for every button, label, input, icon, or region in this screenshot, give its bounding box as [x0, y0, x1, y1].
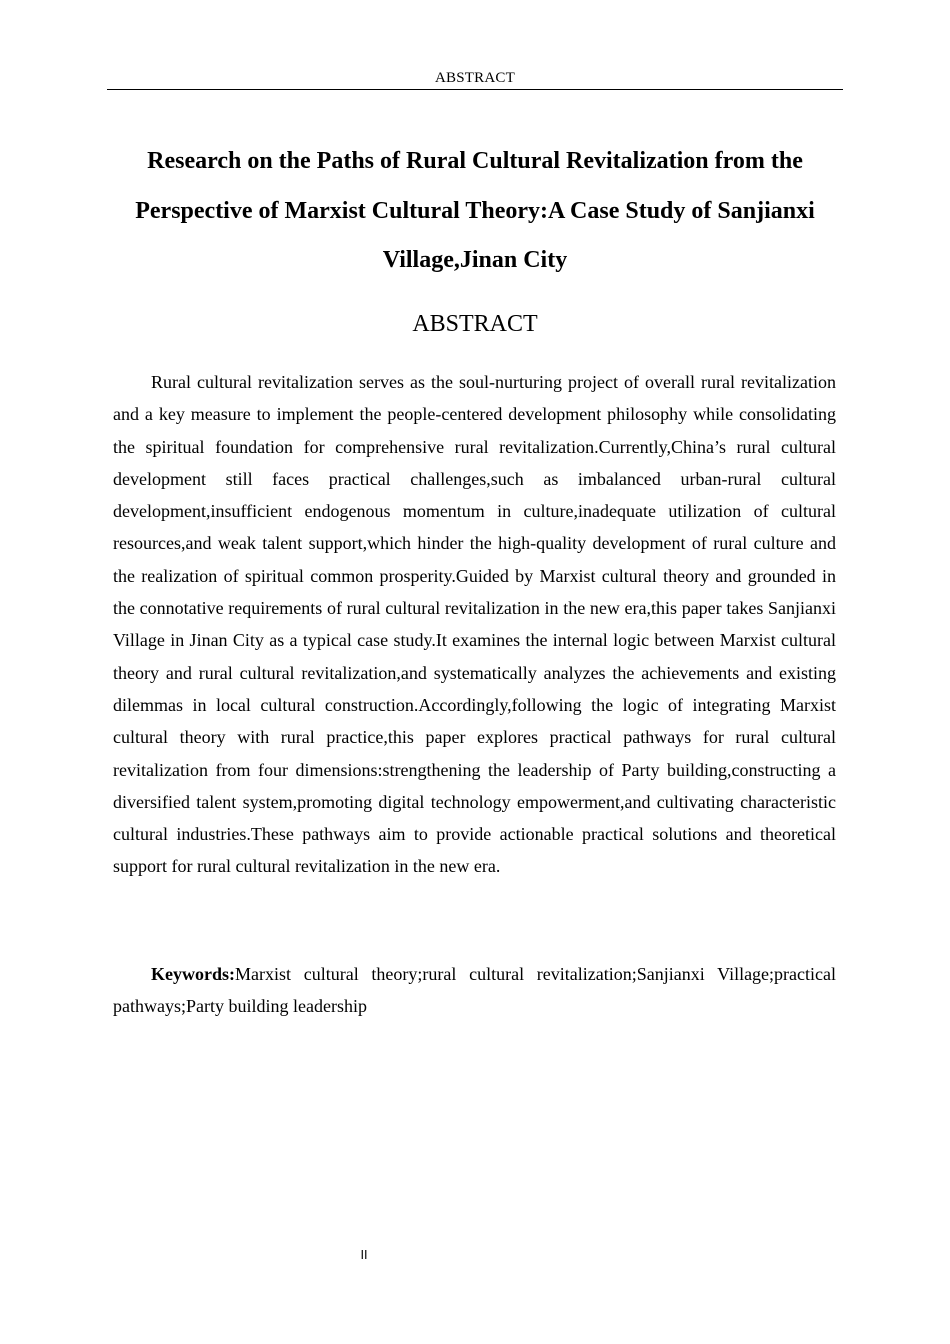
keywords-paragraph: [113, 958, 836, 1023]
header-rule: [107, 89, 843, 90]
keywords-label: Keywords:: [151, 964, 235, 984]
abstract-heading: ABSTRACT: [412, 311, 538, 337]
page-number: II: [360, 1248, 368, 1262]
running-header: ABSTRACT: [435, 70, 515, 86]
paper-title: Research on the Paths of Rural Cultural Revitalization from the Perspective of Marxist Cultural Theory:A Case Study of Sanjianxi Village,Jinan City: [135, 148, 815, 273]
keywords-text: Marxist cultural theory;rural cultural revitalization;Sanjianxi Village;practical pathways;Party building leadership: [113, 964, 836, 1017]
abstract-body: Rural cultural revitalization serves as the soul-nurturing project of overall rural revitalization and a key measure to implement the people-centered development philosophy while consolidating the spiritual foundation for comprehensive rural revitalization.Currently,China’s rural cultural development still faces practical challenges,such as imbalanced urban-rural cultural development,insufficient endogenous momentum in culture,inadequate utilization of cultural resources,and weak talent support,which hinder the high-quality development of rural culture and the realization of spiritual common prosperity.Guided by Marxist cultural theory and grounded in the connotative requirements of rural cultural revitalization in the new era,this paper takes Sanjianxi Village in Jinan City as a typical case study.It examines the internal logic between Marxist cultural theory and rural cultural revitalization,and systematically analyzes the achievements and existing dilemmas in local cultural construction.Accordingly,following the logic of integrating Marxist cultural theory with rural practice,this paper explores practical pathways for rural cultural revitalization from four dimensions:strengthening the leadership of Party building,constructing a diversified talent system,promoting digital technology empowerment,and cultivating characteristic cultural industries.These pathways aim to provide actionable practical solutions and theoretical support for rural cultural revitalization in the new era.: [113, 372, 836, 877]
